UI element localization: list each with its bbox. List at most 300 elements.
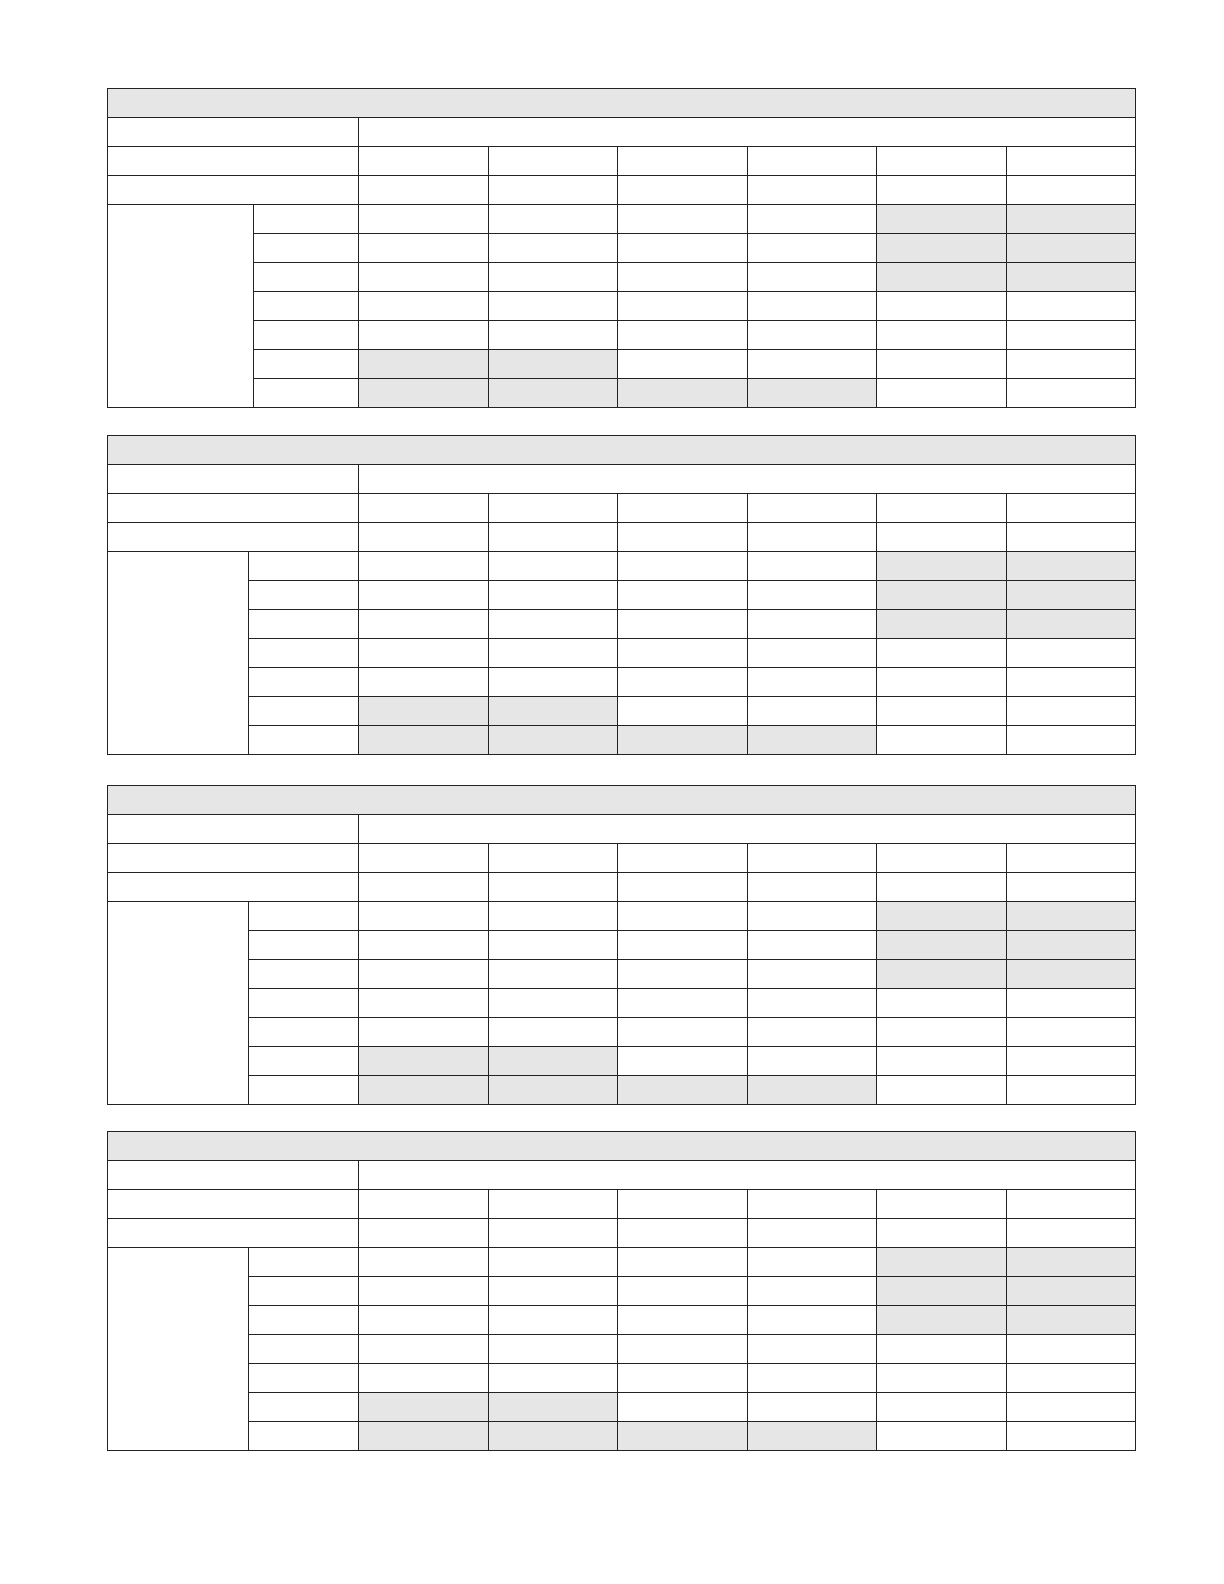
entry-cell[interactable] (488, 931, 618, 960)
entry-cell[interactable] (1006, 1018, 1136, 1047)
entry-cell[interactable] (359, 581, 489, 610)
row-label-cell (108, 1219, 359, 1248)
row-label-cell (108, 523, 359, 552)
table-header-bar (108, 436, 1136, 465)
entry-cell[interactable] (488, 263, 618, 292)
table-row (108, 147, 1136, 176)
sub-label-cell (249, 1018, 359, 1047)
shaded-cell (359, 1076, 489, 1105)
entry-cell[interactable] (1006, 1190, 1136, 1219)
entry-cell[interactable] (618, 292, 748, 321)
table-header-row (108, 786, 1136, 815)
entry-cell[interactable] (747, 350, 877, 379)
shaded-cell (359, 379, 489, 408)
table-row (108, 1277, 1136, 1306)
entry-cell[interactable] (747, 902, 877, 931)
shaded-cell (877, 581, 1007, 610)
entry-cell[interactable] (359, 263, 489, 292)
entry-cell[interactable] (359, 321, 489, 350)
shaded-cell (1006, 581, 1136, 610)
sub-label-cell (249, 726, 359, 755)
entry-cell[interactable] (1006, 1422, 1136, 1451)
group-label-cell (108, 205, 254, 408)
shaded-cell (747, 726, 877, 755)
shaded-cell (488, 697, 618, 726)
shaded-cell (877, 552, 1007, 581)
entry-cell[interactable] (1006, 1364, 1136, 1393)
entry-cell[interactable] (747, 697, 877, 726)
entry-cell[interactable] (359, 668, 489, 697)
shaded-cell (877, 610, 1007, 639)
entry-cell[interactable] (877, 1018, 1007, 1047)
entry-cell[interactable] (1006, 494, 1136, 523)
sub-label-cell (249, 610, 359, 639)
entry-cell[interactable] (747, 263, 877, 292)
entry-cell[interactable] (488, 902, 618, 931)
table-row (108, 1047, 1136, 1076)
entry-cell[interactable] (488, 1277, 618, 1306)
entry-cell[interactable] (877, 1422, 1007, 1451)
table-row (108, 815, 1136, 844)
entry-cell[interactable] (747, 321, 877, 350)
shaded-cell (618, 726, 748, 755)
entry-cell[interactable] (877, 379, 1007, 408)
entry-cell[interactable] (1006, 844, 1136, 873)
row-label-cell (108, 465, 359, 494)
entry-cell[interactable] (1006, 873, 1136, 902)
shaded-cell (359, 1422, 489, 1451)
entry-cell[interactable] (359, 292, 489, 321)
entry-cell[interactable] (359, 873, 489, 902)
entry-cell[interactable] (488, 668, 618, 697)
entry-cell[interactable] (747, 552, 877, 581)
entry-cell[interactable] (618, 581, 748, 610)
shaded-cell (488, 350, 618, 379)
entry-cell[interactable] (488, 1364, 618, 1393)
table-row (108, 379, 1136, 408)
table-row (108, 350, 1136, 379)
row-label-cell (108, 844, 359, 873)
entry-cell[interactable] (747, 147, 877, 176)
entry-cell[interactable] (488, 844, 618, 873)
table-row (108, 668, 1136, 697)
entry-cell[interactable] (488, 321, 618, 350)
entry-cell[interactable] (747, 205, 877, 234)
shaded-cell (618, 379, 748, 408)
entry-cell[interactable] (488, 989, 618, 1018)
entry-cell[interactable] (618, 1335, 748, 1364)
entry-cell[interactable] (618, 176, 748, 205)
sub-label-cell (249, 931, 359, 960)
table-row (108, 1076, 1136, 1105)
table-header-row (108, 89, 1136, 118)
row-label-cell (108, 176, 359, 205)
row-label-cell (108, 815, 359, 844)
shaded-cell (1006, 1277, 1136, 1306)
entry-cell[interactable] (747, 1018, 877, 1047)
entry-cell[interactable] (359, 234, 489, 263)
entry-cell[interactable] (747, 1219, 877, 1248)
entry-cell[interactable] (1006, 726, 1136, 755)
entry-cell[interactable] (747, 873, 877, 902)
entry-cell[interactable] (618, 960, 748, 989)
row-label-cell (108, 494, 359, 523)
table-row (108, 931, 1136, 960)
table-row (108, 234, 1136, 263)
entry-cell[interactable] (359, 1190, 489, 1219)
sub-label-cell (249, 1422, 359, 1451)
shaded-cell (488, 1076, 618, 1105)
entry-cell[interactable] (1006, 1393, 1136, 1422)
entry-cell[interactable] (877, 176, 1007, 205)
entry-cell[interactable] (747, 1190, 877, 1219)
entry-cell[interactable] (618, 989, 748, 1018)
table-row (108, 960, 1136, 989)
shaded-cell (488, 1047, 618, 1076)
entry-cell[interactable] (618, 263, 748, 292)
table-row (108, 1393, 1136, 1422)
entry-cell[interactable] (618, 902, 748, 931)
table-row (108, 639, 1136, 668)
entry-cell[interactable] (877, 697, 1007, 726)
data-table-1 (107, 88, 1136, 408)
entry-cell[interactable] (618, 1364, 748, 1393)
entry-cell[interactable] (877, 1190, 1007, 1219)
entry-cell[interactable] (359, 1306, 489, 1335)
entry-cell[interactable] (618, 1248, 748, 1277)
entry-cell[interactable] (359, 1277, 489, 1306)
table-row (108, 610, 1136, 639)
shaded-cell (1006, 960, 1136, 989)
entry-cell[interactable] (359, 989, 489, 1018)
table-header-bar (108, 1132, 1136, 1161)
entry-cell[interactable] (359, 494, 489, 523)
entry-cell[interactable] (618, 1047, 748, 1076)
shaded-cell (488, 1393, 618, 1422)
table-row (108, 118, 1136, 147)
entry-cell[interactable] (359, 639, 489, 668)
entry-cell[interactable] (877, 147, 1007, 176)
entry-cell[interactable] (488, 292, 618, 321)
entry-cell[interactable] (359, 960, 489, 989)
sub-label-cell (249, 1393, 359, 1422)
entry-cell[interactable] (488, 639, 618, 668)
group-label-cell (108, 1248, 249, 1451)
shaded-cell (747, 1422, 877, 1451)
entry-cell[interactable] (618, 1219, 748, 1248)
wide-entry-cell[interactable] (359, 118, 1136, 147)
entry-cell[interactable] (877, 1076, 1007, 1105)
row-label-cell (108, 873, 359, 902)
entry-cell[interactable] (488, 523, 618, 552)
sub-label-cell (254, 292, 359, 321)
sub-label-cell (249, 1047, 359, 1076)
entry-cell[interactable] (359, 844, 489, 873)
shaded-cell (1006, 234, 1136, 263)
entry-cell[interactable] (618, 873, 748, 902)
sub-label-cell (249, 552, 359, 581)
sub-label-cell (249, 1076, 359, 1105)
entry-cell[interactable] (359, 1364, 489, 1393)
entry-cell[interactable] (1006, 379, 1136, 408)
wide-entry-cell[interactable] (359, 815, 1136, 844)
entry-cell[interactable] (359, 205, 489, 234)
shaded-cell (488, 1422, 618, 1451)
sub-label-cell (249, 697, 359, 726)
wide-entry-cell[interactable] (359, 1161, 1136, 1190)
entry-cell[interactable] (1006, 639, 1136, 668)
entry-cell[interactable] (1006, 1076, 1136, 1105)
table-row (108, 523, 1136, 552)
table-row (108, 494, 1136, 523)
shaded-cell (877, 234, 1007, 263)
entry-cell[interactable] (488, 176, 618, 205)
sub-label-cell (249, 902, 359, 931)
entry-cell[interactable] (1006, 350, 1136, 379)
entry-cell[interactable] (1006, 147, 1136, 176)
entry-cell[interactable] (1006, 176, 1136, 205)
entry-cell[interactable] (877, 1393, 1007, 1422)
entry-cell[interactable] (877, 321, 1007, 350)
shaded-cell (1006, 931, 1136, 960)
entry-cell[interactable] (488, 873, 618, 902)
entry-cell[interactable] (618, 321, 748, 350)
entry-cell[interactable] (747, 1248, 877, 1277)
entry-cell[interactable] (618, 1018, 748, 1047)
table-row (108, 1161, 1136, 1190)
entry-cell[interactable] (488, 1018, 618, 1047)
entry-cell[interactable] (488, 494, 618, 523)
table-row (108, 263, 1136, 292)
entry-cell[interactable] (359, 902, 489, 931)
entry-cell[interactable] (618, 697, 748, 726)
entry-cell[interactable] (359, 147, 489, 176)
sub-label-cell (249, 960, 359, 989)
entry-cell[interactable] (618, 147, 748, 176)
table-row (108, 726, 1136, 755)
shaded-cell (877, 931, 1007, 960)
table-row (108, 205, 1136, 234)
entry-cell[interactable] (877, 844, 1007, 873)
entry-cell[interactable] (1006, 523, 1136, 552)
table-row (108, 1018, 1136, 1047)
entry-cell[interactable] (1006, 1219, 1136, 1248)
entry-cell[interactable] (488, 581, 618, 610)
entry-cell[interactable] (747, 610, 877, 639)
sub-label-cell (254, 379, 359, 408)
shaded-cell (1006, 263, 1136, 292)
shaded-cell (359, 1047, 489, 1076)
entry-cell[interactable] (1006, 321, 1136, 350)
entry-cell[interactable] (359, 176, 489, 205)
entry-cell[interactable] (747, 960, 877, 989)
table-row (108, 844, 1136, 873)
entry-cell[interactable] (877, 350, 1007, 379)
entry-cell[interactable] (488, 234, 618, 263)
entry-cell[interactable] (877, 494, 1007, 523)
table-row (108, 1335, 1136, 1364)
row-label-cell (108, 1161, 359, 1190)
entry-cell[interactable] (618, 668, 748, 697)
entry-cell[interactable] (618, 1190, 748, 1219)
entry-cell[interactable] (488, 1190, 618, 1219)
entry-cell[interactable] (488, 1248, 618, 1277)
shaded-cell (488, 379, 618, 408)
sub-label-cell (254, 263, 359, 292)
sub-label-cell (249, 639, 359, 668)
entry-cell[interactable] (747, 1277, 877, 1306)
sub-label-cell (249, 989, 359, 1018)
row-label-cell (108, 1190, 359, 1219)
entry-cell[interactable] (747, 176, 877, 205)
entry-cell[interactable] (359, 610, 489, 639)
table-header-bar (108, 786, 1136, 815)
entry-cell[interactable] (747, 639, 877, 668)
entry-cell[interactable] (747, 1306, 877, 1335)
sub-label-cell (249, 1335, 359, 1364)
entry-cell[interactable] (618, 1277, 748, 1306)
sub-label-cell (249, 1306, 359, 1335)
table-row (108, 465, 1136, 494)
entry-cell[interactable] (747, 1393, 877, 1422)
entry-cell[interactable] (877, 1335, 1007, 1364)
table-row (108, 989, 1136, 1018)
entry-cell[interactable] (1006, 668, 1136, 697)
group-label-cell (108, 552, 249, 755)
entry-cell[interactable] (618, 931, 748, 960)
entry-cell[interactable] (877, 639, 1007, 668)
shaded-cell (877, 1306, 1007, 1335)
shaded-cell (877, 960, 1007, 989)
entry-cell[interactable] (1006, 292, 1136, 321)
entry-cell[interactable] (877, 989, 1007, 1018)
table-row (108, 902, 1136, 931)
table-row (108, 321, 1136, 350)
entry-cell[interactable] (618, 523, 748, 552)
data-table-2 (107, 435, 1136, 755)
entry-cell[interactable] (618, 494, 748, 523)
table-row (108, 1219, 1136, 1248)
entry-cell[interactable] (1006, 1047, 1136, 1076)
entry-cell[interactable] (618, 1393, 748, 1422)
shaded-cell (1006, 1248, 1136, 1277)
group-label-cell (108, 902, 249, 1105)
data-table-3 (107, 785, 1136, 1105)
shaded-cell (747, 379, 877, 408)
entry-cell[interactable] (488, 552, 618, 581)
entry-cell[interactable] (747, 523, 877, 552)
entry-cell[interactable] (877, 292, 1007, 321)
entry-cell[interactable] (747, 989, 877, 1018)
shaded-cell (747, 1076, 877, 1105)
entry-cell[interactable] (877, 873, 1007, 902)
shaded-cell (877, 263, 1007, 292)
entry-cell[interactable] (488, 1306, 618, 1335)
entry-cell[interactable] (359, 1219, 489, 1248)
table-row (108, 552, 1136, 581)
entry-cell[interactable] (747, 581, 877, 610)
entry-cell[interactable] (618, 610, 748, 639)
entry-cell[interactable] (877, 726, 1007, 755)
entry-cell[interactable] (747, 1047, 877, 1076)
sub-label-cell (254, 350, 359, 379)
entry-cell[interactable] (488, 960, 618, 989)
entry-cell[interactable] (747, 1364, 877, 1393)
wide-entry-cell[interactable] (359, 465, 1136, 494)
shaded-cell (1006, 1306, 1136, 1335)
entry-cell[interactable] (488, 610, 618, 639)
shaded-cell (618, 1422, 748, 1451)
entry-cell[interactable] (618, 552, 748, 581)
entry-cell[interactable] (747, 844, 877, 873)
entry-cell[interactable] (1006, 989, 1136, 1018)
entry-cell[interactable] (1006, 697, 1136, 726)
shaded-cell (359, 726, 489, 755)
table-row (108, 581, 1136, 610)
entry-cell[interactable] (747, 292, 877, 321)
entry-cell[interactable] (618, 205, 748, 234)
table-header-row (108, 436, 1136, 465)
shaded-cell (1006, 552, 1136, 581)
entry-cell[interactable] (877, 1364, 1007, 1393)
entry-cell[interactable] (618, 639, 748, 668)
entry-cell[interactable] (747, 668, 877, 697)
entry-cell[interactable] (488, 205, 618, 234)
sub-label-cell (254, 321, 359, 350)
entry-cell[interactable] (359, 931, 489, 960)
shaded-cell (618, 1076, 748, 1105)
entry-cell[interactable] (359, 1018, 489, 1047)
data-table-4 (107, 1131, 1136, 1451)
shaded-cell (877, 902, 1007, 931)
entry-cell[interactable] (359, 1248, 489, 1277)
sub-label-cell (249, 1248, 359, 1277)
entry-cell[interactable] (359, 552, 489, 581)
table-row (108, 1364, 1136, 1393)
table-row (108, 1306, 1136, 1335)
table-header-row (108, 1132, 1136, 1161)
shaded-cell (877, 1277, 1007, 1306)
entry-cell[interactable] (1006, 1335, 1136, 1364)
entry-cell[interactable] (488, 1219, 618, 1248)
entry-cell[interactable] (877, 1047, 1007, 1076)
entry-cell[interactable] (747, 494, 877, 523)
table-row (108, 1248, 1136, 1277)
entry-cell[interactable] (618, 844, 748, 873)
table-row (108, 1190, 1136, 1219)
entry-cell[interactable] (877, 1219, 1007, 1248)
sub-label-cell (254, 205, 359, 234)
entry-cell[interactable] (877, 523, 1007, 552)
entry-cell[interactable] (618, 234, 748, 263)
entry-cell[interactable] (359, 523, 489, 552)
shaded-cell (359, 1393, 489, 1422)
entry-cell[interactable] (747, 234, 877, 263)
entry-cell[interactable] (618, 350, 748, 379)
sub-label-cell (249, 1277, 359, 1306)
entry-cell[interactable] (747, 1335, 877, 1364)
shaded-cell (1006, 902, 1136, 931)
entry-cell[interactable] (488, 147, 618, 176)
row-label-cell (108, 147, 359, 176)
entry-cell[interactable] (488, 1335, 618, 1364)
entry-cell[interactable] (359, 1335, 489, 1364)
table-row (108, 1422, 1136, 1451)
sub-label-cell (254, 234, 359, 263)
entry-cell[interactable] (877, 668, 1007, 697)
entry-cell[interactable] (618, 1306, 748, 1335)
entry-cell[interactable] (747, 931, 877, 960)
